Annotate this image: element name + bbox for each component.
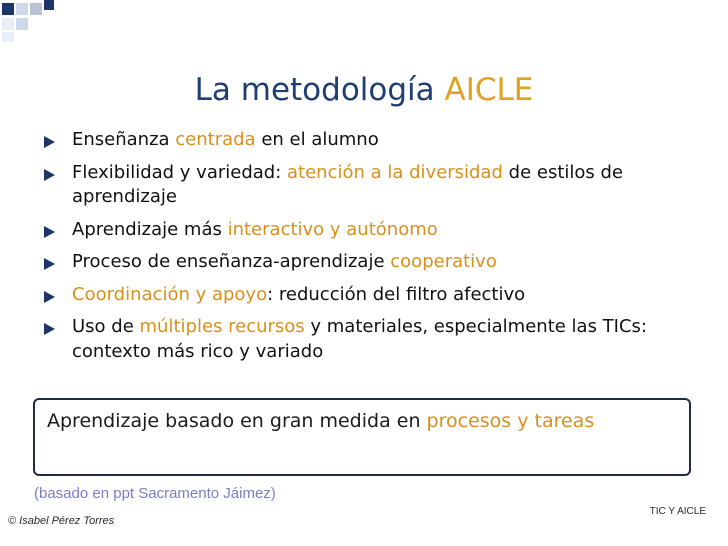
- bullet-text: Uso de: [72, 316, 140, 337]
- bullet-text: de estilos de aprendizaje: [72, 161, 624, 207]
- bullet-item: [34, 283, 694, 308]
- bullet-highlight: cooperativo: [390, 251, 497, 272]
- bullet-text: Enseñanza: [72, 129, 176, 150]
- bullet-highlight: Coordinación y apoyo: [72, 283, 268, 305]
- decor-square: [30, 3, 42, 15]
- bullet-text: en el alumno: [255, 129, 379, 150]
- bullet-arrow-icon: [44, 169, 55, 181]
- bullet-item: [34, 161, 694, 210]
- bullet-list: [34, 128, 694, 372]
- bullet-highlight: interactivo y autónomo: [227, 218, 438, 240]
- bullet-arrow-icon: [44, 258, 55, 270]
- bullet-item: [34, 250, 694, 275]
- bullet-item: [34, 315, 694, 364]
- summary-text: Aprendizaje basado en gran medida en: [47, 410, 427, 432]
- bullet-arrow-icon: [44, 226, 55, 238]
- bullet-highlight: atención a la diversidad: [287, 161, 503, 183]
- bullet-highlight: múltiples recursos: [139, 316, 305, 337]
- decor-square: [2, 18, 14, 30]
- bullet-text: : reducción del filtro afectivo: [267, 283, 526, 305]
- bullet-text: Proceso de enseñanza-aprendizaje: [72, 251, 391, 272]
- bullet-arrow-icon: [44, 136, 55, 148]
- bullet-text: y materiales, especialmente las TICs: contexto más rico y variado: [72, 316, 647, 362]
- slide-title-main: La metodología: [194, 72, 435, 108]
- bullet-arrow-icon: [44, 291, 55, 303]
- decor-square: [2, 3, 14, 15]
- decor-square: [16, 3, 28, 15]
- decor-square: [2, 32, 14, 42]
- decorative-squares: [0, 0, 60, 44]
- slide-title-accent: AICLE: [444, 72, 534, 108]
- bullet-text: Aprendizaje más: [72, 218, 228, 240]
- decor-square: [16, 18, 28, 30]
- summary-box: [33, 398, 691, 476]
- slide-title: [0, 73, 728, 107]
- summary-highlight: procesos y tareas: [426, 410, 595, 432]
- bullet-highlight: centrada: [175, 129, 256, 150]
- bullet-item: [34, 128, 694, 153]
- bullet-arrow-icon: [44, 323, 55, 335]
- footer-label: TIC Y AICLE: [649, 506, 706, 517]
- footer-copyright: © Isabel Pérez Torres: [8, 515, 115, 527]
- source-note: (basado en ppt Sacramento Jáimez): [34, 485, 276, 502]
- decor-square: [44, 0, 54, 10]
- bullet-text: Flexibilidad y variedad:: [72, 161, 287, 183]
- bullet-item: [34, 218, 694, 243]
